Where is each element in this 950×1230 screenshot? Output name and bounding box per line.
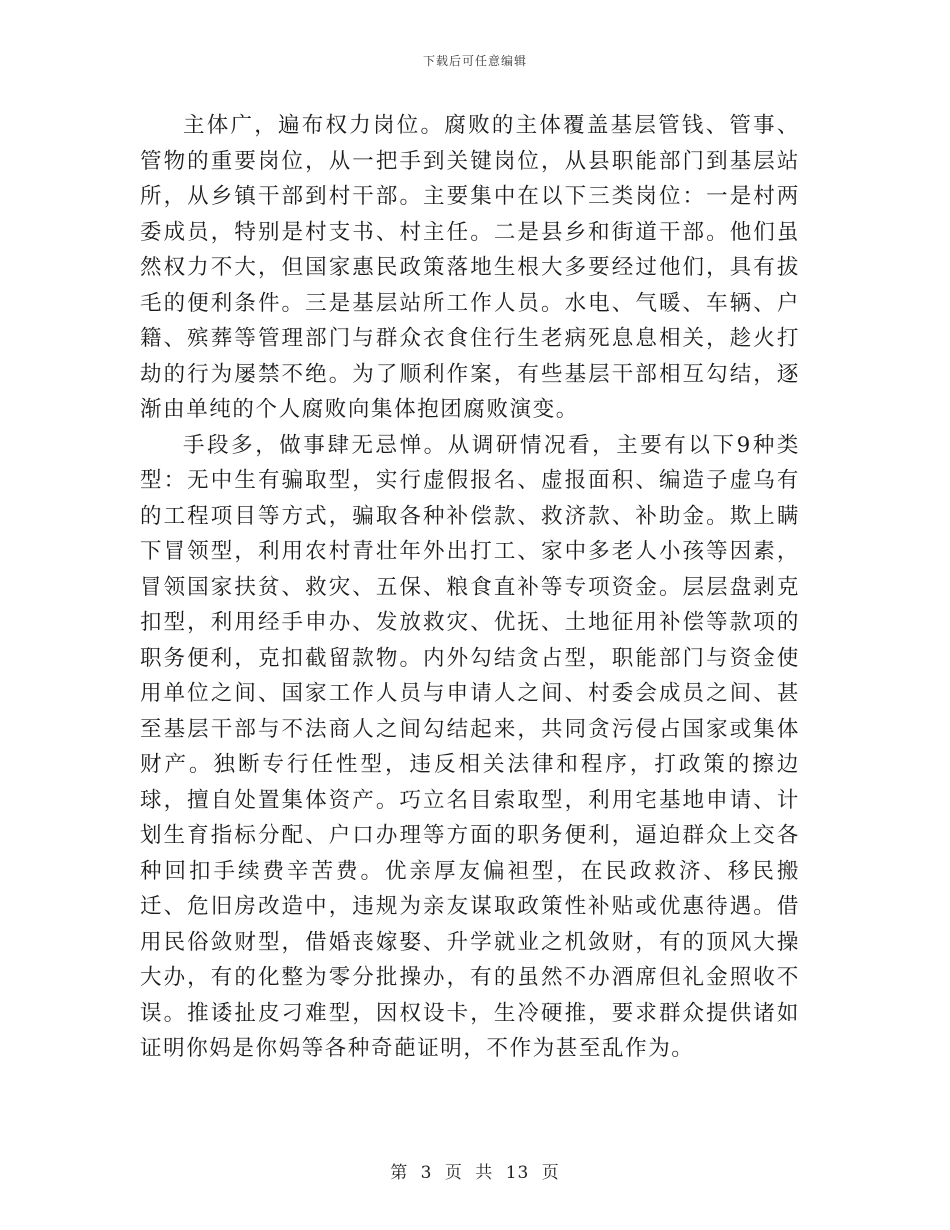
page-header-note: 下载后可任意编辑 <box>422 54 527 68</box>
page-footer-prefix: 第 <box>390 1163 409 1183</box>
page-footer-suffix: 页 <box>541 1163 560 1183</box>
page-footer-middle: 页 共 <box>444 1163 494 1183</box>
paragraph-body: 手段多，做事肆无忌惮。从调研情况看，主要有以下9种类型：无中生有骗取型，实行虚假报名、虚报面积、编造子虚乌有的工程项目等方式，骗取各种补偿款、救济款、补助金。欺上瞒下冒领型，利用农村青壮年外出打工、家中多老人小孩等因素，冒领国家扶贫、救灾、五保、粮食直补等专项资金。层层盘剥克扣型，利用经手申办、发放救灾、优抚、土地征用补偿等款项的职务便利，克扣截留款物。内外勾结贪占型，职能部门与资金使用单位之间、国家工作人员与申请人之间、村委会成员之间、甚至基层干部与不法商人之间勾结起来，共同贪污侵占国家或集体财产。独断专行任性型，违反相关法律和程序，打政策的擦边球，擅自处置集体资产。巧立名目索取型，利用宅基地申请、计划生育指标分配、户口办理等方面的职务便利，逼迫群众上交各种回扣手续费辛苦费。优亲厚友偏袒型，在民政救济、移民搬迁、危旧房改造中，违规为亲友谋取政策性补贴或优惠待遇。借用民俗敛财型，借婚丧嫁娶、升学就业之机敛财，有的顶风大操大办，有的化整为零分批操办，有的虽然不办酒席但礼金照收不误。推诿扯皮刁难型，因权设卡，生冷硬推，要求群众提供诸如证明你妈是你妈等各种奇葩证明，不作为甚至乱作为。 <box>140 432 800 1061</box>
paragraph-body: 主体广，遍布权力岗位。腐败的主体覆盖基层管钱、管事、管物的重要岗位，从一把手到关键岗位，从县职能部门到基层站所，从乡镇干部到村干部。主要集中在以下三类岗位：一是村两委成员，特别是村支书、村主任。二是县乡和街道干部。他们虽然权力不大，但国家惠民政策落地生根大多要经过他们，具有拔毛的便利条件。三是基层站所工作人员。水电、气暖、车辆、户籍、殡葬等管理部门与群众衣食住行生老病死息息相关，趁火打劫的行为屡禁不绝。为了顺利作案，有些基层干部相互勾结，逐渐由单纯的个人腐败向集体抱团腐败演变。 <box>140 113 800 422</box>
page-number-total: 13 <box>505 1163 530 1183</box>
page-number-current: 3 <box>420 1163 433 1183</box>
page-footer <box>0 1158 950 1183</box>
document-body <box>140 108 800 1067</box>
